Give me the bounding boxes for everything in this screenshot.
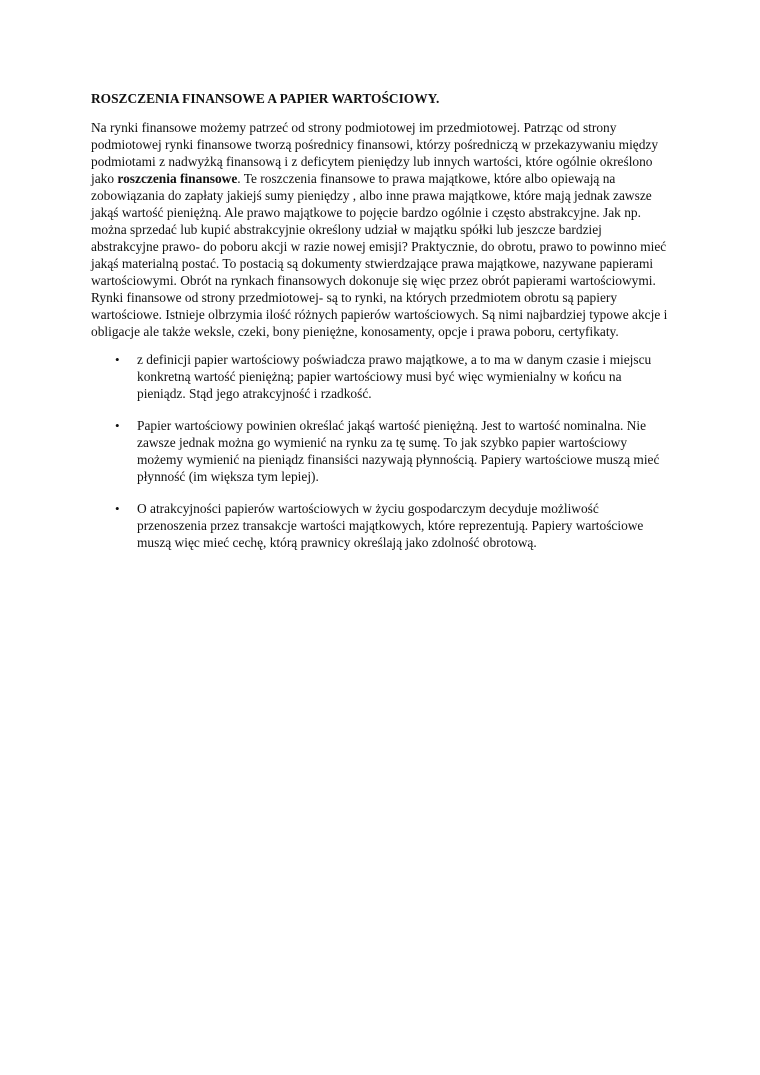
document-title: ROSZCZENIA FINANSOWE A PAPIER WARTOŚCIOWY.	[91, 91, 440, 106]
bullet-text-1: z definicji papier wartościowy poświadcza prawo majątkowe, a to ma w danym czasie i miejscu konkretną wartość pieniężną; papier wartościowy musi być więc wymienialny w końcu na pieniądz. Stąd jego atrakcyjność i rzadkość.	[137, 352, 652, 401]
bullet-icon: •	[115, 501, 120, 516]
bullet-item-3	[91, 500, 671, 551]
document-page	[91, 90, 671, 566]
bullet-list	[91, 351, 671, 551]
bullet-icon: •	[115, 352, 120, 367]
bullet-item-2	[91, 417, 671, 485]
intro-text-end: . Te roszczenia finansowe to prawa majątkowe, które albo opiewają na zobowiązania do zapłaty jakiejś sumy pieniędzy , albo inne prawa majątkowe, które mają jednak zawsze jakąś wartość pieniężną. Ale prawo majątkowe to pojęcie bardzo ogólnie i często abstrakcyjne. Jak np. można sprzedać lub kupić abstrakcyjnie określony udział w majątku spółki lub jeszcze bardziej abstrakcyjne prawo- do poboru akcji w razie nowej emisji? Praktycznie, do obrotu, prawo to powinno mieć jakąś materialną postać. To postacią są dokumenty stwierdzające prawa majątkowe, nazywane papierami wartościowymi. Obrót na rynkach finansowych dokonuje się więc przez obrót papierami wartościowymi. Rynki finansowe od strony przedmiotowej- są to rynki, na których przedmiotem obrotu są papiery wartościowe. Istnieje olbrzymia ilość różnych papierów wartościowych. Są nimi najbardziej typowe akcje i obligacje ale także weksle, czeki, bony pieniężne, konosamenty, opcje i prawa poboru, certyfikaty.	[91, 171, 668, 339]
bullet-text-3: O atrakcyjności papierów wartościowych w życiu gospodarczym decyduje możliwość przenoszenia przez transakcje wartości majątkowych, które reprezentują. Papiery wartościowe muszą więc mieć cechę, którą prawnicy określają jako zdolność obrotową.	[137, 501, 644, 550]
intro-bold-term: roszczenia finansowe	[117, 171, 238, 186]
bullet-item-1	[91, 351, 671, 402]
bullet-icon: •	[115, 418, 120, 433]
bullet-text-2: Papier wartościowy powinien określać jakąś wartość pieniężną. Jest to wartość nominalna. Nie zawsze jednak można go wymienić na rynku za tę sumę. To jak szybko papier wartościowy możemy wymienić na pieniądz finansiści nazywają płynnością. Papiery wartościowe muszą mieć płynność (im większa tym lepiej).	[137, 418, 660, 484]
intro-text-start: Na rynki finansowe możemy patrzeć od strony podmiotowej im przedmiotowej. Patrząc od strony podmiotowej rynki finansowe tworzą pośrednicy finansowi, którzy pośredniczą w przekazywaniu między podmiotami z nadwyżką finansową i z deficytem pieniędzy lub innych wartości, które ogólnie określono jako	[91, 120, 659, 186]
intro-paragraph	[91, 119, 671, 340]
